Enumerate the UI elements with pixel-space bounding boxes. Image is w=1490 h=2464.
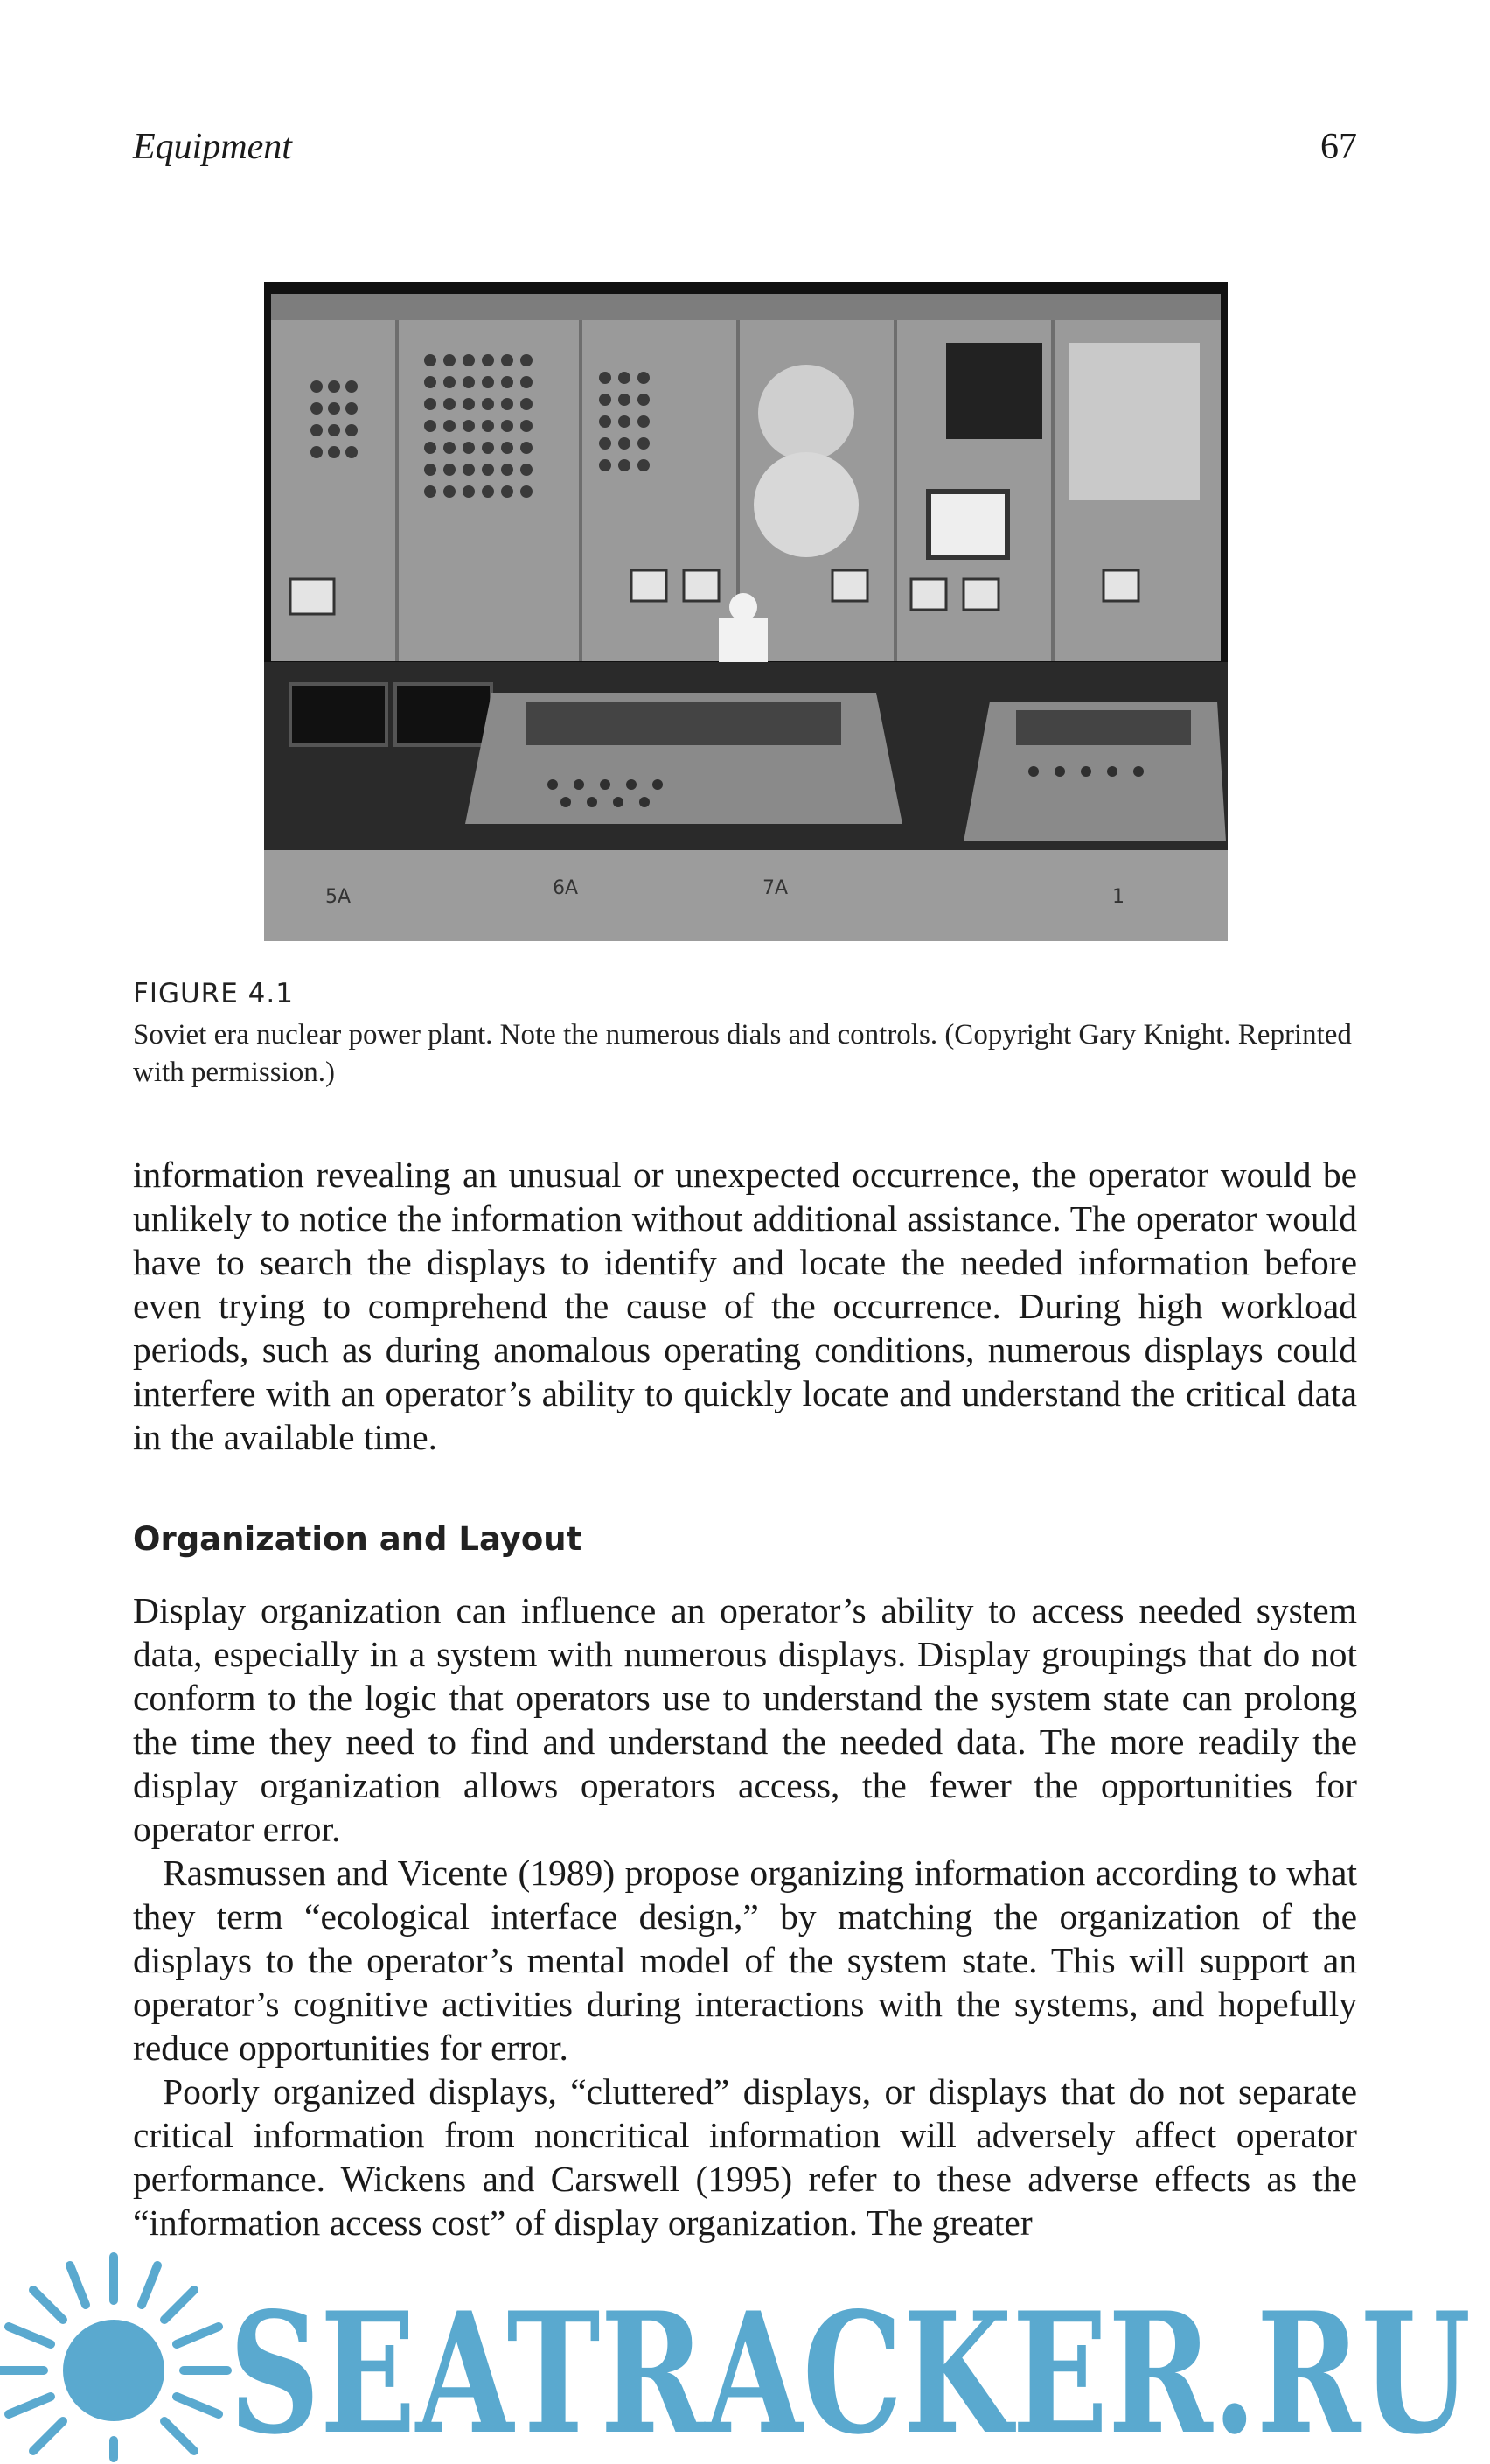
photo-label: 1 [1112,886,1124,908]
body-section [133,1588,1357,2244]
watermark [0,2239,1490,2464]
watermark-text: SEATRACKER.RU [229,2276,1471,2464]
section-title: Equipment [133,127,292,167]
section-heading: Organization and Layout [133,1520,582,1558]
paragraph: Poorly organized displays, “cluttered” displays, or displays that do not separate critical information from noncritical information will adversely affect operator performance. Wickens and Carswell (1995) refer to these adverse effects as the “information access cost” of display organization. The greater [133,2071,1357,2243]
figure-caption [133,978,1357,1092]
page-number: 67 [1320,127,1357,167]
figure-label: FIGURE 4.1 [133,978,294,1009]
figure-photo [264,282,1228,941]
paragraph: Display organization can influence an operator’s ability to access needed system data, especially in a system with numerous displays. Display groupings that do not conform to the logic that operators use to understand the system state can prolong the time they need to find and understand the needed data. The more readily the display organization allows operators access, the fewer the opportunities for operator error. [133,1590,1357,1849]
paragraph: Rasmussen and Vicente (1989) propose organizing information according to what they term “ecological interface design,” by matching the organization of the displays to the operator’s mental model of the system state. This will support an operator’s cognitive activities during interactions with the systems, and hopefully reduce opportunities for error. [133,1853,1357,2068]
photo-label: 6A [553,877,579,899]
paragraph: information revealing an unusual or unexpected occurrence, the operator would be unlikely to notice the information without additional assistance. The operator would have to search the displays to identify and locate the needed information before even trying to comprehend the cause of the occurrence. During high workload periods, such as during anomalous operating conditions, numerous displays could interfere with an operator’s ability to quickly locate and understand the critical data in the available time. [133,1155,1357,1457]
sun-logo-icon [0,2257,227,2458]
photo-label: 7A [762,877,789,899]
running-head [133,126,1357,178]
figure-caption-text: Soviet era nuclear power plant. Note the numerous dials and controls. (Copyright Gary Knight. Reprinted with permission.) [133,1019,1352,1088]
body-top [133,1153,1357,1459]
photo-label: 5A [325,886,352,908]
